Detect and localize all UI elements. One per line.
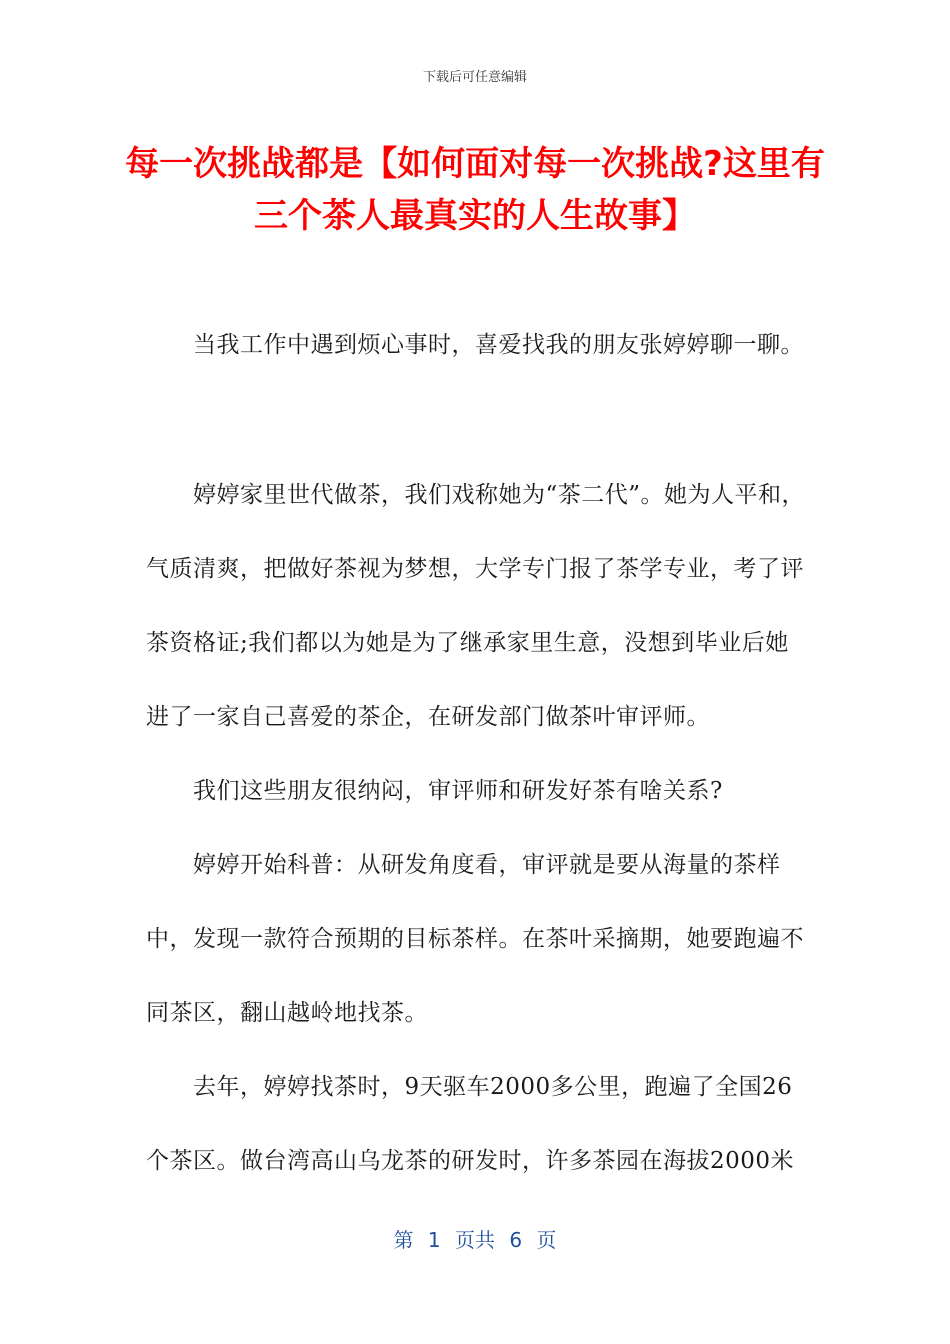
paragraph-3: 我们这些朋友很纳闷，审评师和研发好茶有啥关系? — [193, 778, 723, 804]
paragraph-2: 婷婷家里世代做茶，我们戏称她为“茶二代”。她为人平和，气质清爽，把做好茶视为梦想，大学专门报了茶学专业，考了评茶资格证;我们都以为她是为了继承家里生意，没想到毕业后她进了一家自己喜爱的茶企，在研发部门做茶叶审评师。 — [146, 482, 806, 730]
header-note: 下载后可任意编辑 — [422, 70, 527, 85]
paragraph-1: 当我工作中遇到烦心事时，喜爱找我的朋友张婷婷聊一聊。 — [193, 332, 804, 358]
document-title: 每一次挑战都是【如何面对每一次挑战?这里有三个茶人最真实的人生故事】 — [125, 144, 825, 236]
paragraph-4: 婷婷开始科普：从研发角度看，审评就是要从海量的茶样中，发现一款符合预期的目标茶样。在茶叶采摘期，她要跑遍不同茶区，翻山越岭地找茶。 — [146, 852, 804, 1026]
page-footer: 第 1 页共 6 页 — [393, 1228, 557, 1252]
paragraph-5: 去年，婷婷找茶时，9天驱车2000多公里，跑遍了全国26个茶区。做台湾高山乌龙茶的研发时，许多茶园在海拔2000米 — [146, 1074, 795, 1174]
